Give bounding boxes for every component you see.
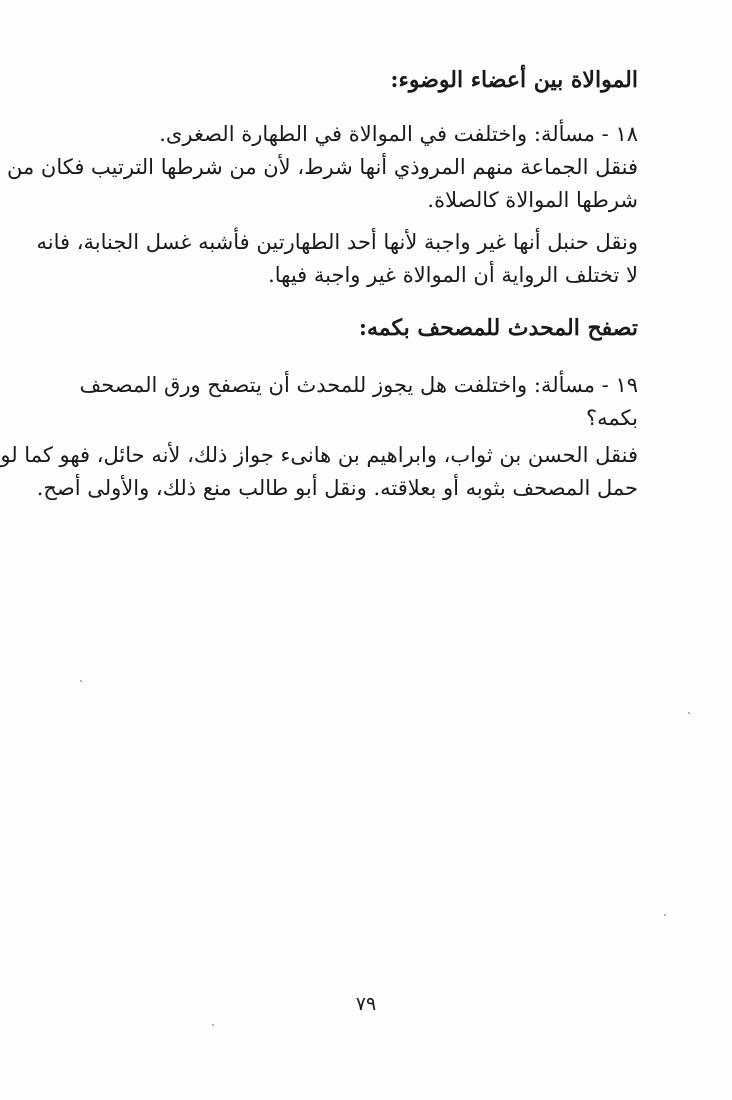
- paragraph-2-line-2: شرطها الموالاة كالصلاة.: [427, 188, 638, 212]
- paragraph-2-line-1: فنقل الجماعة منهم المروذي أنها شرط، لأن من شرطها الترتيب فكان من: [7, 155, 638, 179]
- paragraph-3-line-2: لا تختلف الرواية أن الموالاة غير واجبة فيها.: [268, 263, 638, 287]
- scan-speck: [664, 914, 666, 916]
- issue-19-line-1: ١٩ - مسألة: واختلفت هل يجوز للمحدث أن يتصفح ورق المصحف: [79, 373, 638, 397]
- scan-speck: [80, 680, 82, 682]
- section-heading-muwalat: الموالاة بين أعضاء الوضوء:: [390, 67, 638, 93]
- issue-19-line-2: بكمه؟: [586, 406, 638, 430]
- issue-18-line-1: ١٨ - مسألة: واختلفت في الموالاة في الطهارة الصغرى.: [159, 122, 638, 146]
- paragraph-5-line-1: فنقل الحسن بن ثواب، وابراهيم بن هانىء جواز ذلك، لأنه حائل، فهو كما لو: [0, 443, 638, 467]
- paragraph-5-line-2: حمل المصحف بثوبه أو بعلاقته. ونقل أبو طالب منع ذلك، والأولى أصح.: [36, 476, 638, 500]
- section-heading-tasaffuh: تصفح المحدث للمصحف بكمه:: [358, 315, 638, 341]
- page-number: ٧٩: [355, 993, 377, 1015]
- paragraph-3-line-1: ونقل حنبل أنها غير واجبة لأنها أحد الطهارتين فأشبه غسل الجنابة، فانه: [36, 230, 638, 254]
- scan-speck: [212, 1024, 214, 1026]
- scan-speck: [688, 712, 690, 714]
